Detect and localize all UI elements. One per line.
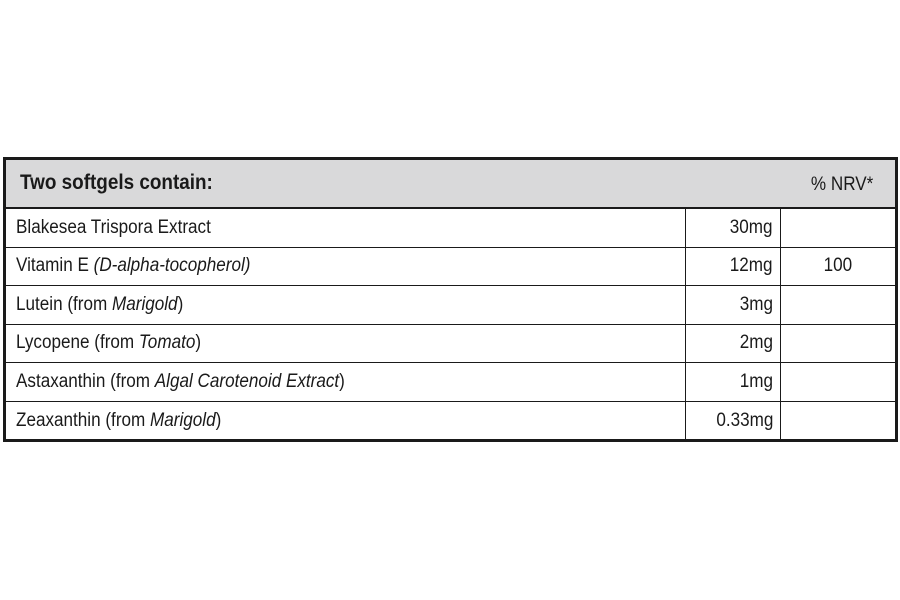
ingredient-source-suffix: ) [215, 409, 222, 431]
nrv-cell [781, 363, 895, 401]
ingredient-cell [6, 402, 686, 441]
table-title: Two softgels contain: [20, 171, 213, 194]
amount-value: 30mg [730, 216, 773, 238]
ingredient-name: Vitamin E [16, 255, 94, 277]
amount-cell [686, 209, 781, 247]
amount-cell [686, 363, 781, 401]
ingredient-name: Blakesea Trispora Extract [16, 216, 211, 238]
table-header [6, 160, 895, 209]
amount-value: 1mg [739, 370, 773, 392]
table-row [6, 248, 895, 287]
table-row [6, 325, 895, 364]
amount-value: 0.33mg [715, 409, 773, 431]
ingredient-name: Astaxanthin [16, 370, 111, 392]
nrv-cell [781, 402, 895, 441]
ingredient-source-prefix: (from [67, 293, 112, 315]
ingredient-source-prefix: (from [94, 332, 139, 354]
ingredient-source-prefix: (from [105, 409, 151, 431]
ingredient-name: Lycopene [16, 332, 95, 354]
amount-cell [686, 402, 781, 441]
nrv-cell [781, 209, 895, 247]
ingredient-source: Tomato [138, 332, 196, 354]
ingredient-source-suffix: ) [177, 293, 184, 315]
amount-value: 2mg [739, 332, 773, 354]
ingredient-cell [6, 325, 686, 363]
nrv-cell [781, 325, 895, 363]
table-row [6, 363, 895, 402]
ingredient-source: Marigold [150, 409, 216, 431]
ingredient-cell [6, 286, 686, 324]
ingredient-source: Marigold [111, 293, 178, 315]
amount-value: 3mg [739, 293, 773, 315]
ingredient-cell [6, 363, 686, 401]
ingredient-source-suffix: ) [339, 370, 345, 392]
nrv-cell [781, 286, 895, 324]
ingredient-cell [6, 209, 686, 247]
amount-value: 12mg [730, 255, 773, 277]
ingredient-name: Zeaxanthin [16, 409, 106, 431]
ingredient-cell [6, 248, 686, 286]
ingredient-source: Algal Carotenoid Extract [154, 370, 340, 392]
table-row [6, 286, 895, 325]
table-row [6, 402, 895, 441]
ingredient-source-suffix: ) [195, 332, 202, 354]
amount-cell [686, 286, 781, 324]
nrv-cell [781, 248, 895, 286]
nutrition-table [3, 157, 898, 442]
ingredient-source-prefix: (from [110, 370, 155, 392]
table-row [6, 209, 895, 248]
nrv-value: 100 [823, 255, 853, 277]
table-body [6, 209, 895, 440]
nrv-column-header: % NRV* [810, 174, 873, 195]
amount-cell [686, 325, 781, 363]
ingredient-name: Lutein [16, 293, 68, 315]
amount-cell [686, 248, 781, 286]
ingredient-source: (D-alpha-tocopherol) [93, 255, 251, 277]
